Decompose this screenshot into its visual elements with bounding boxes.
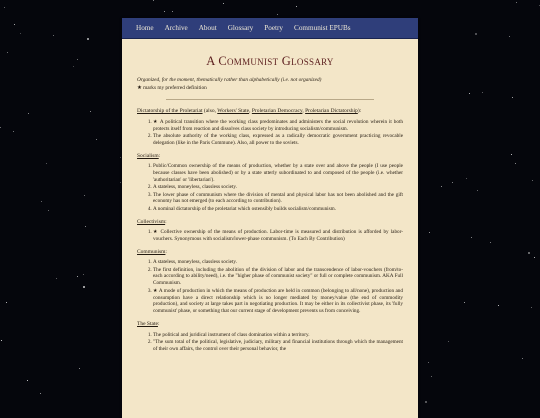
star — [490, 242, 491, 243]
star — [153, 0, 154, 1]
term-alt-prefix: (also, — [202, 108, 218, 115]
star — [534, 257, 535, 258]
term-alternate-name: Workers' State — [217, 108, 250, 115]
nav-poetry[interactable]: Poetry — [264, 24, 284, 32]
star — [0, 127, 1, 128]
star — [6, 302, 7, 303]
star — [120, 157, 121, 158]
definition-item: 1. Public/Common ownership of the means of production, whether by a state over and above the people (I use people because classes have been abolished) or by a state utterly subordinated to and composed of the people (i.e. whether 'authoritarian' or 'libertarian'). — [153, 163, 403, 184]
star — [40, 393, 41, 394]
star — [511, 154, 512, 155]
star — [85, 226, 86, 227]
star — [1, 340, 2, 341]
glossary-term — [137, 249, 403, 256]
main-content — [122, 39, 418, 353]
star — [528, 252, 530, 254]
term-suffix: : — [165, 248, 167, 255]
star — [498, 305, 499, 306]
top-nav — [122, 18, 418, 39]
star — [90, 111, 91, 112]
definition-item: 2. "The sum total of the political, legislative, judiciary, military and financial institutions through which the management of their own affairs, the control over their personal behavior, the — [153, 339, 403, 353]
star — [172, 11, 173, 12]
definition-item: 4. A nominal dictatorship of the proletariat which ostensibly builds socialism/communism. — [153, 206, 403, 213]
star — [96, 139, 97, 140]
star — [531, 307, 532, 308]
star — [4, 7, 5, 8]
definition-item: 3. The lower phase of communism where the division of mental and physical labor has not been abolished and the gift economy has not emerged (to each according to contribution). — [153, 192, 403, 206]
definition-item: 1. A stateless, moneyless, classless society. — [153, 259, 403, 266]
star — [428, 362, 429, 363]
definition-item: 2. The first definition, including the abolition of the division of labor and the transcendence of labor-vouchers (from/to-each according to ability/need), i.e. the "higher phase of communist society" or full or complete communism. AKA Full Communism. — [153, 267, 403, 288]
nav-communist-epubs[interactable]: Communist EPUBs — [294, 24, 351, 32]
star — [73, 66, 74, 67]
star — [532, 180, 533, 181]
star — [83, 286, 85, 288]
star — [84, 195, 85, 196]
star — [448, 341, 449, 342]
definition-list — [137, 332, 403, 353]
glossary-term — [137, 321, 403, 328]
term-suffix: ): — [357, 108, 362, 115]
definition-item: 1. The political and juridical instrument of class domination within a territory. — [153, 332, 403, 339]
term-name: Communism — [137, 248, 166, 255]
star — [475, 33, 477, 35]
term-name: Dictatorship of the Proletariat — [137, 108, 203, 115]
star — [296, 6, 297, 7]
glossary-term: Dictatorship of the Proletariat (also, Workers' State, Proletarian Democracy, Proletarian Dictatorship): — [137, 108, 362, 115]
star — [471, 237, 472, 238]
star — [482, 92, 483, 93]
definition-list — [137, 259, 403, 315]
star — [14, 24, 15, 25]
star — [512, 97, 513, 98]
star — [464, 302, 465, 303]
term-name: The State — [137, 321, 158, 328]
term-suffix: : — [158, 152, 161, 159]
definition-item: 2. A stateless, moneyless, classless society. — [153, 184, 403, 191]
page-container — [122, 18, 418, 418]
star — [452, 182, 453, 183]
page-title: A Communist Glossary — [206, 54, 334, 68]
star — [79, 368, 80, 369]
intro — [137, 77, 403, 92]
star — [425, 401, 427, 403]
star — [53, 35, 54, 36]
star — [77, 276, 78, 277]
definition-item: 1. ★ A political transition where the working class predominates and administers the social revolution wherein it both protects itself from reaction and dissolves class society by introducing socialism/communism. — [153, 119, 403, 133]
star — [56, 278, 57, 279]
term-suffix: : — [157, 321, 160, 328]
star — [13, 131, 14, 132]
star — [277, 14, 278, 15]
term-name: Collectivism — [137, 218, 166, 225]
glossary-term — [137, 219, 403, 226]
glossary-term — [137, 153, 403, 160]
star — [469, 93, 470, 94]
star — [477, 190, 478, 191]
star — [120, 182, 121, 183]
star — [516, 2, 517, 3]
star — [27, 380, 28, 381]
term-name: Socialism — [137, 152, 159, 159]
definition-list — [137, 163, 403, 213]
star — [41, 201, 42, 202]
nav-archive[interactable]: Archive — [164, 24, 188, 32]
nav-glossary[interactable]: Glossary — [227, 24, 254, 32]
star — [7, 52, 8, 53]
star — [429, 232, 430, 233]
star — [164, 11, 165, 12]
divider — [166, 99, 373, 100]
star — [441, 186, 442, 187]
definition-list — [137, 119, 403, 147]
star — [515, 163, 516, 164]
term-alternate-name: Proletarian Democracy — [251, 108, 303, 115]
star — [48, 210, 49, 211]
definition-list — [137, 229, 403, 243]
star — [46, 163, 47, 164]
star — [77, 59, 78, 60]
preferred-marker-note: ★ marks my preferred definition — [137, 84, 207, 91]
star — [28, 113, 29, 114]
star — [509, 36, 510, 37]
star — [522, 358, 523, 359]
star — [223, 3, 224, 4]
definition-item: 1. ★ Collective ownership of the means of production. Labor-time is measured and distribution is afforded by labor-vouchers. Synonymous with socialism/lower-phase communism. (To Each By Contribution) — [153, 229, 403, 243]
intro-note: Organized, for the moment, thematically rather than alphabetically (i.e. not organized) — [137, 77, 322, 83]
term-alternate-name: Proletarian Dictatorship — [305, 108, 358, 115]
nav-about[interactable]: About — [198, 24, 217, 32]
glossary-sections — [137, 108, 403, 352]
star — [431, 376, 432, 377]
definition-item: 3. ★ A mode of production in which the means of production are held in common (belonging to all/none), production and consumption have a direct relationship which is no longer mediated by money/value (the end of commodity production), and society at large takes part in negotiating production. It may be either in its collectivist phase, its 'fully communist' phase, or something that our current stage of development prevents us from conceiving. — [153, 288, 403, 315]
nav-home[interactable]: Home — [136, 24, 154, 32]
star — [466, 178, 467, 179]
star — [20, 33, 21, 34]
definition-item: 2. The absolute authority of the working class, expressed as a radically democratic government practicing revocable delegation (like in the Paris Commune). Also, all power to the soviets. — [153, 133, 403, 147]
term-suffix: : — [165, 218, 167, 225]
star — [87, 38, 89, 40]
star — [83, 274, 84, 275]
